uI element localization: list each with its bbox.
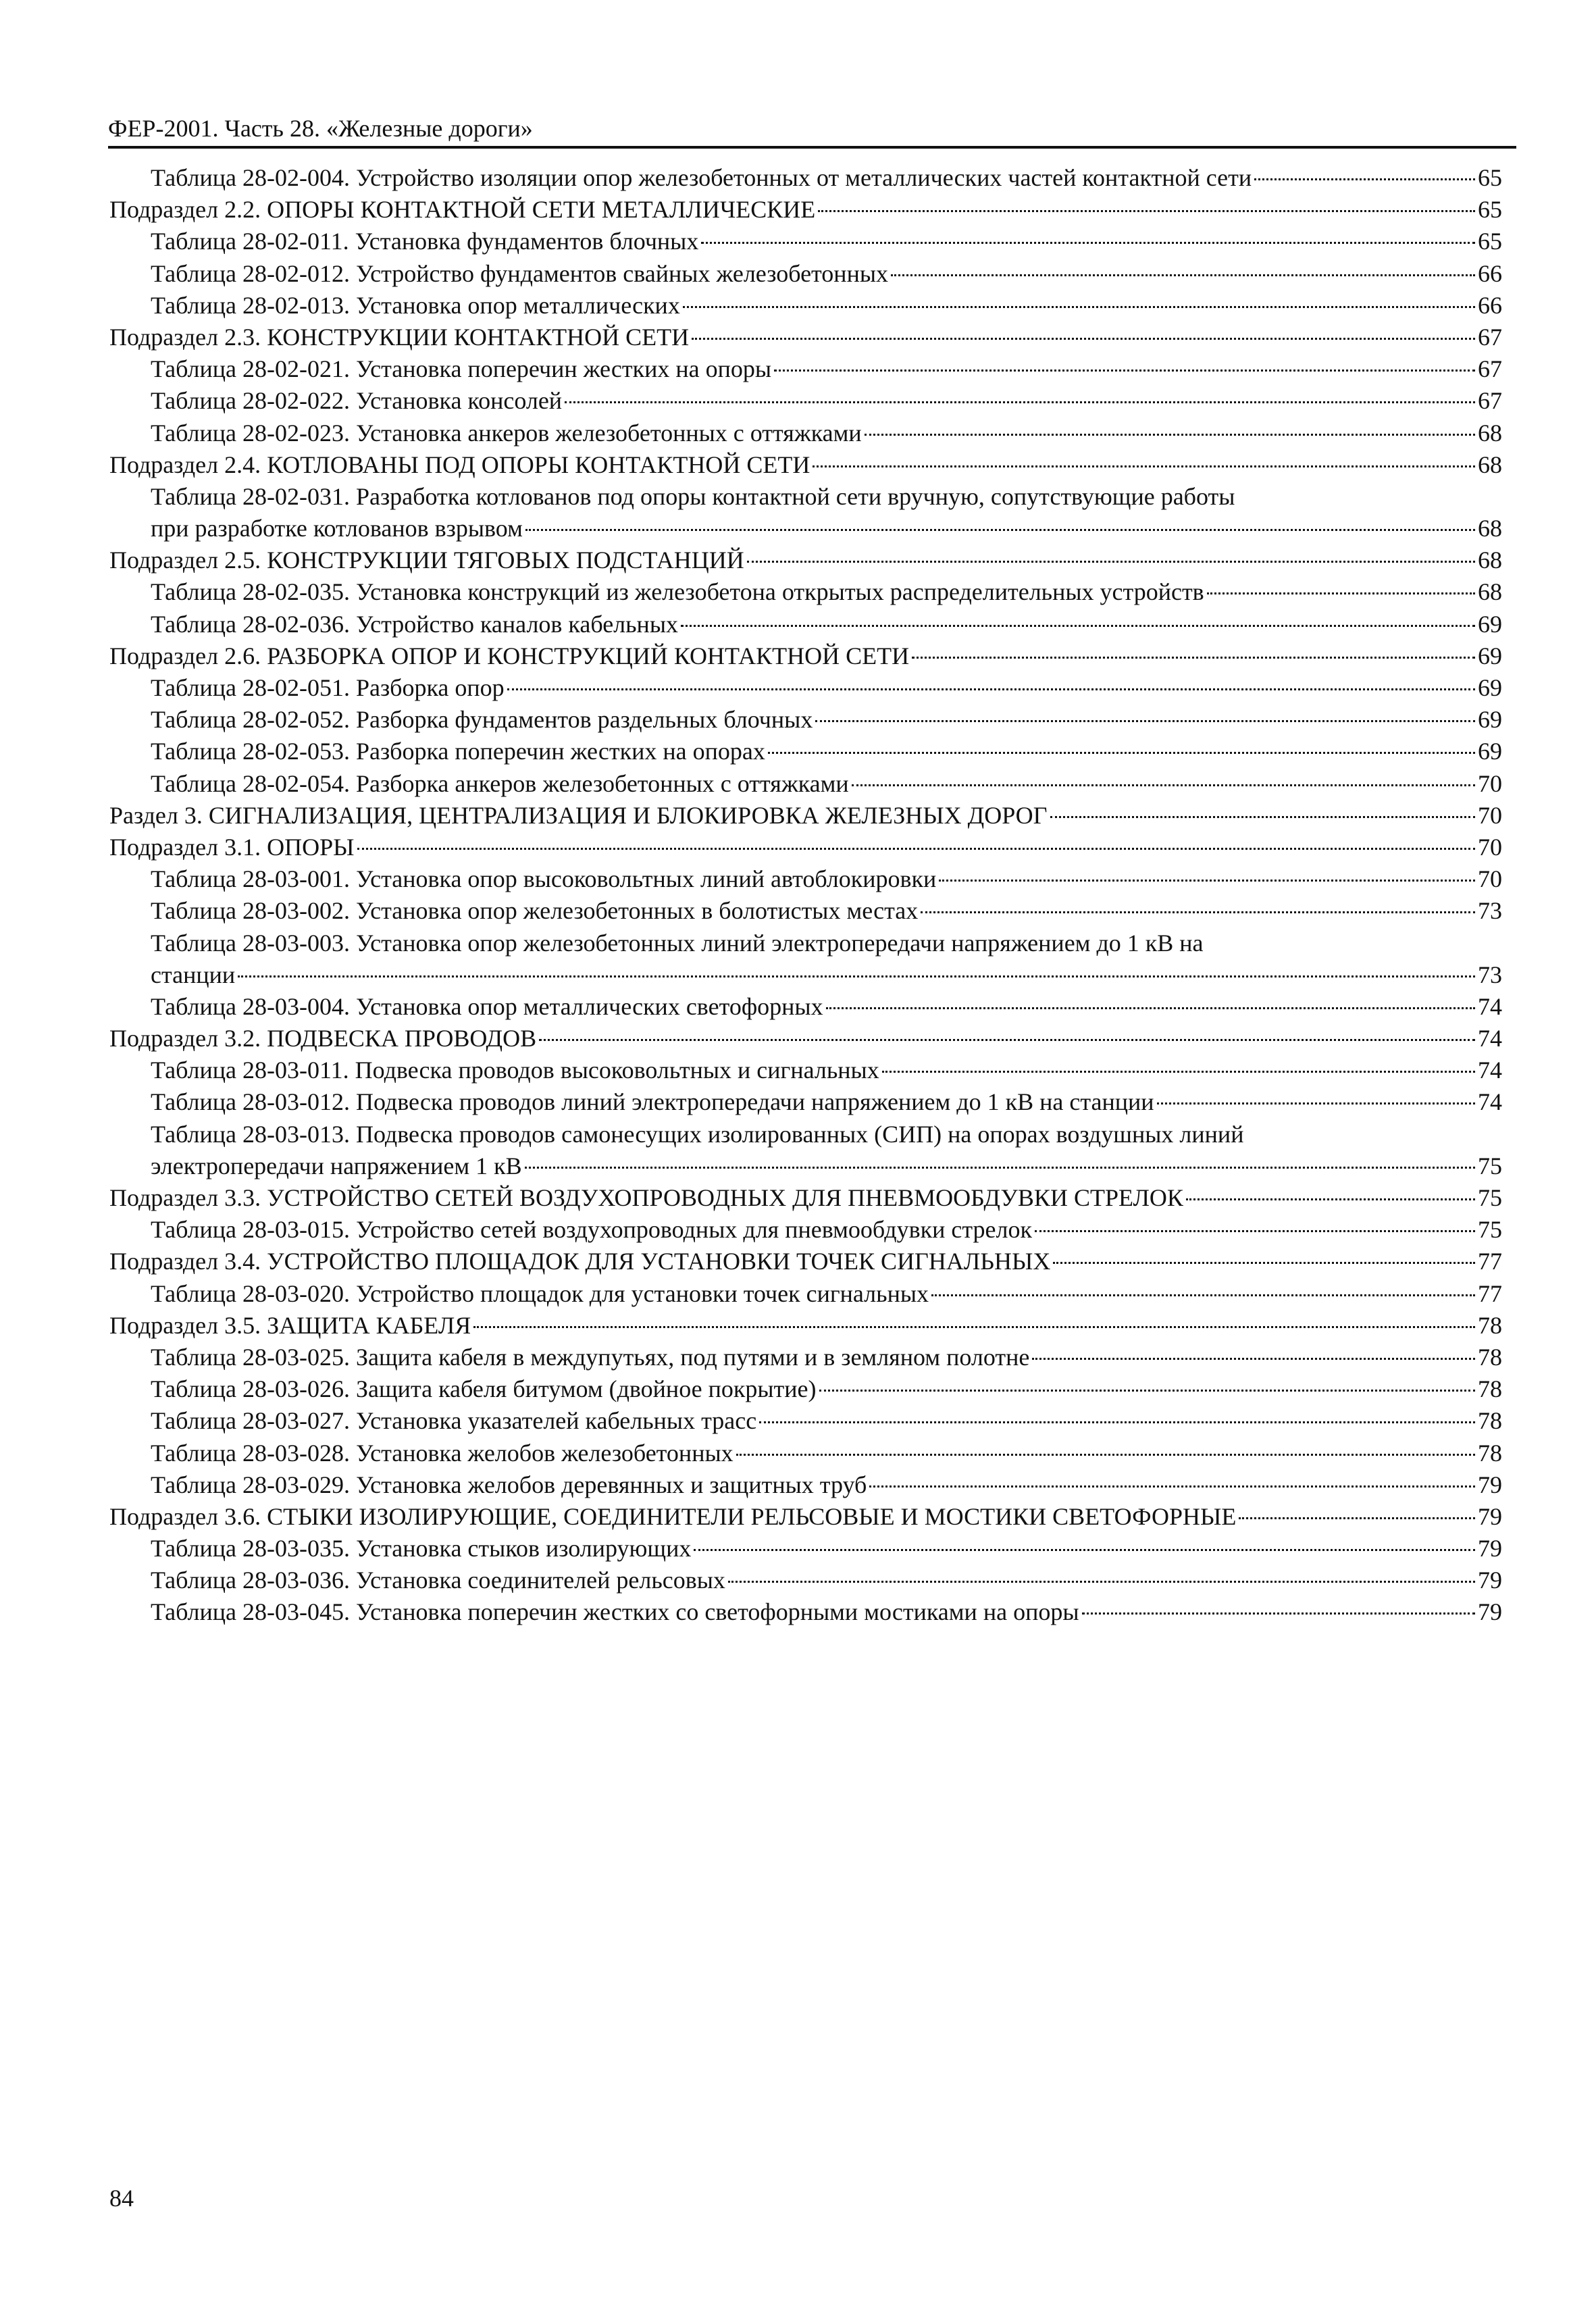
dot-leader: [1254, 178, 1475, 180]
toc-table-entry: [109, 290, 1502, 322]
dot-leader: [701, 242, 1475, 244]
toc-entry-page: 73: [1478, 961, 1502, 988]
dot-leader: [1050, 816, 1476, 818]
toc-entry-page: 77: [1478, 1248, 1502, 1275]
toc-entry-title: Подраздел 2.2. ОПОРЫ КОНТАКТНОЙ СЕТИ МЕТАЛЛИЧЕСКИЕ: [109, 196, 816, 224]
dot-leader: [525, 1167, 1475, 1169]
toc-entry-title: Таблица 28-03-035. Установка стыков изолирующих: [151, 1535, 692, 1562]
toc-entry-title: Таблица 28-02-021. Установка поперечин жестких на опоры: [151, 355, 772, 383]
dot-leader: [759, 1421, 1475, 1423]
toc-entry-title: станции: [151, 961, 236, 988]
toc-table-entry: [109, 672, 1502, 704]
toc-entry-title: Таблица 28-03-002. Установка опор железобетонных в болотистых местах: [151, 897, 919, 925]
running-header: ФЕР-2001. Часть 28. «Железные дороги»: [108, 115, 533, 142]
dot-leader: [774, 370, 1475, 372]
toc-entry-title: Таблица 28-02-023. Установка анкеров железобетонных с оттяжками: [151, 419, 862, 447]
page-number: 84: [109, 2185, 134, 2212]
toc-entry-title: Таблица 28-02-054. Разборка анкеров железобетонных с оттяжками: [151, 769, 849, 797]
toc-entry-title-line: Таблица 28-03-013. Подвеска проводов самонесущих изолированных (СИП) на опорах воздушных линий: [151, 1120, 1244, 1148]
toc-entry-title: Таблица 28-03-004. Установка опор металлических светофорных: [151, 992, 823, 1020]
table-of-contents: [109, 162, 1502, 1629]
dot-leader: [747, 561, 1475, 563]
toc-table-entry: [109, 1596, 1502, 1628]
dot-leader: [1239, 1517, 1475, 1519]
dot-leader: [869, 1485, 1475, 1488]
dot-leader: [473, 1326, 1475, 1328]
toc-entry-title: Таблица 28-03-001. Установка опор высоковольтных линий автоблокировки: [151, 865, 937, 893]
toc-entry-title: Таблица 28-03-012. Подвеска проводов линий электропередачи напряжением до 1 кВ на станции: [151, 1088, 1154, 1116]
toc-entry-title: Таблица 28-02-036. Устройство каналов кабельных: [151, 610, 679, 638]
toc-entry-title: Таблица 28-02-053. Разборка поперечин жестких на опорах: [151, 738, 765, 765]
dot-leader: [357, 848, 1476, 850]
dot-leader: [1053, 1262, 1475, 1264]
toc-entry-title: электропередачи напряжением 1 кВ: [151, 1152, 522, 1179]
toc-entry-page: 70: [1478, 865, 1502, 893]
dot-leader: [525, 529, 1475, 531]
dot-leader: [852, 784, 1475, 786]
toc-entry-title: Таблица 28-02-051. Разборка опор: [151, 674, 505, 701]
dot-leader: [819, 1390, 1475, 1392]
toc-entry-title: Таблица 28-03-045. Установка поперечин жестких со светофорными мостиками на опоры: [151, 1598, 1079, 1626]
toc-entry-page: 65: [1478, 164, 1502, 191]
toc-entry-page: 68: [1478, 515, 1502, 542]
toc-entry-page: 69: [1478, 738, 1502, 765]
toc-entry-page: 79: [1478, 1567, 1502, 1594]
toc-entry-page: 75: [1478, 1152, 1502, 1179]
dot-leader: [813, 465, 1475, 467]
toc-entry-page: 79: [1478, 1535, 1502, 1562]
toc-entry-title: Подраздел 3.6. СТЫКИ ИЗОЛИРУЮЩИЕ, СОЕДИНИТЕЛИ РЕЛЬСОВЫЕ И МОСТИКИ СВЕТОФОРНЫЕ: [109, 1502, 1237, 1530]
toc-entry-title: Таблица 28-02-013. Установка опор металлических: [151, 291, 680, 319]
dot-leader: [1186, 1198, 1475, 1200]
toc-table-entry: [109, 226, 1502, 257]
toc-entry-title: Подраздел 2.6. РАЗБОРКА ОПОР И КОНСТРУКЦИЙ КОНТАКТНОЙ СЕТИ: [109, 642, 910, 669]
toc-table-entry: [109, 1469, 1502, 1501]
toc-table-entry: [109, 1054, 1502, 1086]
dot-leader: [683, 306, 1475, 308]
dot-leader: [826, 1007, 1475, 1009]
toc-entry-page: 73: [1478, 897, 1502, 925]
toc-entry-page: 67: [1478, 387, 1502, 415]
toc-entry-title: Таблица 28-03-020. Устройство площадок для установки точек сигнальных: [151, 1279, 929, 1307]
toc-entry-title-line: Таблица 28-02-031. Разработка котлованов под опоры контактной сети вручную, сопутствующие работы: [151, 482, 1235, 510]
toc-section-entry: [109, 194, 1502, 226]
dot-leader: [1032, 1358, 1475, 1360]
toc-section-entry: [109, 544, 1502, 576]
toc-table-entry: [109, 736, 1502, 767]
toc-table-entry: [109, 927, 1502, 991]
dot-leader: [882, 1071, 1475, 1073]
toc-entry-page: 70: [1478, 801, 1502, 829]
dot-leader: [1207, 592, 1475, 594]
toc-entry-page: 75: [1478, 1216, 1502, 1244]
toc-table-entry: [109, 1373, 1502, 1405]
toc-entry-page: 68: [1478, 578, 1502, 606]
toc-entry-page: 69: [1478, 674, 1502, 701]
dot-leader: [1035, 1230, 1475, 1232]
toc-entry-page: 66: [1478, 259, 1502, 287]
toc-entry-title: Подраздел 3.5. ЗАЩИТА КАБЕЛЯ: [109, 1311, 471, 1339]
toc-table-entry: [109, 1533, 1502, 1565]
toc-table-entry: [109, 1438, 1502, 1469]
toc-entry-page: 65: [1478, 228, 1502, 255]
toc-entry-title: Подраздел 3.1. ОПОРЫ: [109, 833, 355, 861]
dot-leader: [815, 720, 1475, 722]
toc-entry-page: 66: [1478, 291, 1502, 319]
toc-table-entry: [109, 258, 1502, 290]
toc-entry-title: Таблица 28-02-011. Установка фундаментов блочных: [151, 228, 699, 255]
dot-leader: [768, 752, 1475, 754]
toc-table-entry: [109, 863, 1502, 895]
toc-entry-title: Таблица 28-03-011. Подвеска проводов высоковольтных и сигнальных: [151, 1057, 879, 1084]
toc-table-entry: [109, 704, 1502, 736]
toc-table-entry: [109, 1405, 1502, 1437]
toc-entry-page: 68: [1478, 451, 1502, 478]
toc-entry-title: Таблица 28-02-004. Устройство изоляции опор железобетонных от металлических частей контактной сети: [151, 164, 1252, 191]
toc-entry-title: Таблица 28-03-036. Установка соединителей рельсовых: [151, 1567, 725, 1594]
toc-entry-page: 69: [1478, 706, 1502, 734]
toc-section-entry: [109, 640, 1502, 672]
dot-leader: [865, 434, 1475, 436]
dot-leader: [728, 1581, 1475, 1583]
toc-entry-title: Подраздел 2.3. КОНСТРУКЦИИ КОНТАКТНОЙ СЕТИ: [109, 323, 690, 351]
toc-table-entry: [109, 1342, 1502, 1373]
toc-entry-title: Таблица 28-03-029. Установка желобов деревянных и защитных труб: [151, 1471, 867, 1498]
toc-section-entry: [109, 1501, 1502, 1533]
dot-leader: [1157, 1102, 1475, 1104]
dot-leader: [565, 401, 1475, 403]
toc-table-entry: [109, 417, 1502, 449]
toc-entry-page: 74: [1478, 1088, 1502, 1116]
toc-section-entry: [109, 449, 1502, 481]
dot-leader: [1082, 1612, 1475, 1615]
dot-leader: [507, 688, 1475, 690]
toc-table-entry: [109, 609, 1502, 640]
toc-table-entry: [109, 768, 1502, 800]
toc-entry-title: Подраздел 3.4. УСТРОЙСТВО ПЛОЩАДОК ДЛЯ УСТАНОВКИ ТОЧЕК СИГНАЛЬНЫХ: [109, 1248, 1051, 1275]
toc-entry-page: 65: [1478, 196, 1502, 224]
toc-entry-page: 78: [1478, 1375, 1502, 1403]
toc-entry-title: Подраздел 3.3. УСТРОЙСТВО СЕТЕЙ ВОЗДУХОПРОВОДНЫХ ДЛЯ ПНЕВМООБДУВКИ СТРЕЛОК: [109, 1184, 1183, 1211]
toc-entry-title: Подраздел 3.2. ПОДВЕСКА ПРОВОДОВ: [109, 1025, 537, 1052]
toc-entry-page: 67: [1478, 355, 1502, 383]
header-rule: [108, 146, 1516, 149]
dot-leader: [921, 911, 1475, 913]
toc-table-entry: [109, 1214, 1502, 1246]
toc-entry-page: 70: [1478, 833, 1502, 861]
toc-table-entry: [109, 385, 1502, 417]
toc-entry-page: 78: [1478, 1439, 1502, 1467]
toc-table-entry: [109, 576, 1502, 608]
dot-leader: [912, 657, 1475, 659]
toc-entry-title: Таблица 28-02-035. Установка конструкций из железобетона открытых распределительных устройств: [151, 578, 1204, 606]
toc-entry-page: 68: [1478, 547, 1502, 574]
toc-entry-title: Подраздел 2.4. КОТЛОВАНЫ ПОД ОПОРЫ КОНТАКТНОЙ СЕТИ: [109, 451, 810, 478]
toc-entry-page: 79: [1478, 1471, 1502, 1498]
toc-section-entry: [109, 800, 1502, 832]
toc-entry-page: 68: [1478, 419, 1502, 447]
toc-table-entry: [109, 1086, 1502, 1118]
toc-table-entry: [109, 1119, 1502, 1182]
dot-leader: [694, 1549, 1475, 1551]
toc-entry-title: Таблица 28-03-028. Установка желобов железобетонных: [151, 1439, 733, 1467]
toc-table-entry: [109, 162, 1502, 194]
toc-entry-title: Таблица 28-02-052. Разборка фундаментов раздельных блочных: [151, 706, 813, 734]
dot-leader: [736, 1454, 1475, 1456]
toc-entry-page: 75: [1478, 1184, 1502, 1211]
dot-leader: [931, 1294, 1475, 1296]
toc-table-entry: [109, 481, 1502, 544]
toc-section-entry: [109, 1182, 1502, 1214]
toc-table-entry: [109, 1565, 1502, 1596]
dot-leader: [939, 880, 1475, 882]
dot-leader: [681, 625, 1475, 627]
dot-leader: [539, 1039, 1475, 1041]
toc-section-entry: [109, 1310, 1502, 1342]
toc-entry-page: 78: [1478, 1311, 1502, 1339]
toc-section-entry: [109, 1246, 1502, 1277]
toc-entry-page: 74: [1478, 1057, 1502, 1084]
dot-leader: [818, 210, 1475, 212]
toc-entry-page: 74: [1478, 1025, 1502, 1052]
toc-entry-title-line: Таблица 28-03-003. Установка опор железобетонных линий электропередачи напряжением до 1 кВ на: [151, 929, 1204, 957]
toc-section-entry: [109, 832, 1502, 863]
dot-leader: [238, 975, 1475, 977]
toc-entry-page: 77: [1478, 1279, 1502, 1307]
toc-table-entry: [109, 353, 1502, 385]
toc-entry-page: 79: [1478, 1502, 1502, 1530]
toc-entry-title: Таблица 28-03-026. Защита кабеля битумом (двойное покрытие): [151, 1375, 817, 1403]
toc-table-entry: [109, 991, 1502, 1023]
toc-entry-title: при разработке котлованов взрывом: [151, 515, 523, 542]
toc-entry-title: Раздел 3. СИГНАЛИЗАЦИЯ, ЦЕНТРАЛИЗАЦИЯ И БЛОКИРОВКА ЖЕЛЕЗНЫХ ДОРОГ: [109, 801, 1048, 829]
dot-leader: [891, 274, 1475, 276]
toc-entry-page: 70: [1478, 769, 1502, 797]
toc-entry-page: 78: [1478, 1407, 1502, 1435]
toc-entry-title: Таблица 28-03-027. Установка указателей кабельных трасс: [151, 1407, 757, 1435]
toc-entry-title: Таблица 28-02-012. Устройство фундаментов свайных железобетонных: [151, 259, 889, 287]
toc-entry-title: Таблица 28-03-015. Устройство сетей воздухопроводных для пневмообдувки стрелок: [151, 1216, 1032, 1244]
toc-entry-title: Таблица 28-03-025. Защита кабеля в междупутьях, под путями и в земляном полотне: [151, 1343, 1030, 1371]
toc-entry-title: Подраздел 2.5. КОНСТРУКЦИИ ТЯГОВЫХ ПОДСТАНЦИЙ: [109, 547, 744, 574]
toc-entry-page: 79: [1478, 1598, 1502, 1626]
toc-entry-page: 67: [1478, 323, 1502, 351]
toc-entry-page: 69: [1478, 610, 1502, 638]
toc-section-entry: [109, 322, 1502, 353]
toc-table-entry: [109, 1278, 1502, 1310]
toc-table-entry: [109, 895, 1502, 927]
toc-entry-title: Таблица 28-02-022. Установка консолей: [151, 387, 563, 415]
toc-entry-page: 74: [1478, 992, 1502, 1020]
toc-entry-page: 78: [1478, 1343, 1502, 1371]
toc-entry-page: 69: [1478, 642, 1502, 669]
dot-leader: [692, 338, 1475, 340]
toc-section-entry: [109, 1023, 1502, 1054]
